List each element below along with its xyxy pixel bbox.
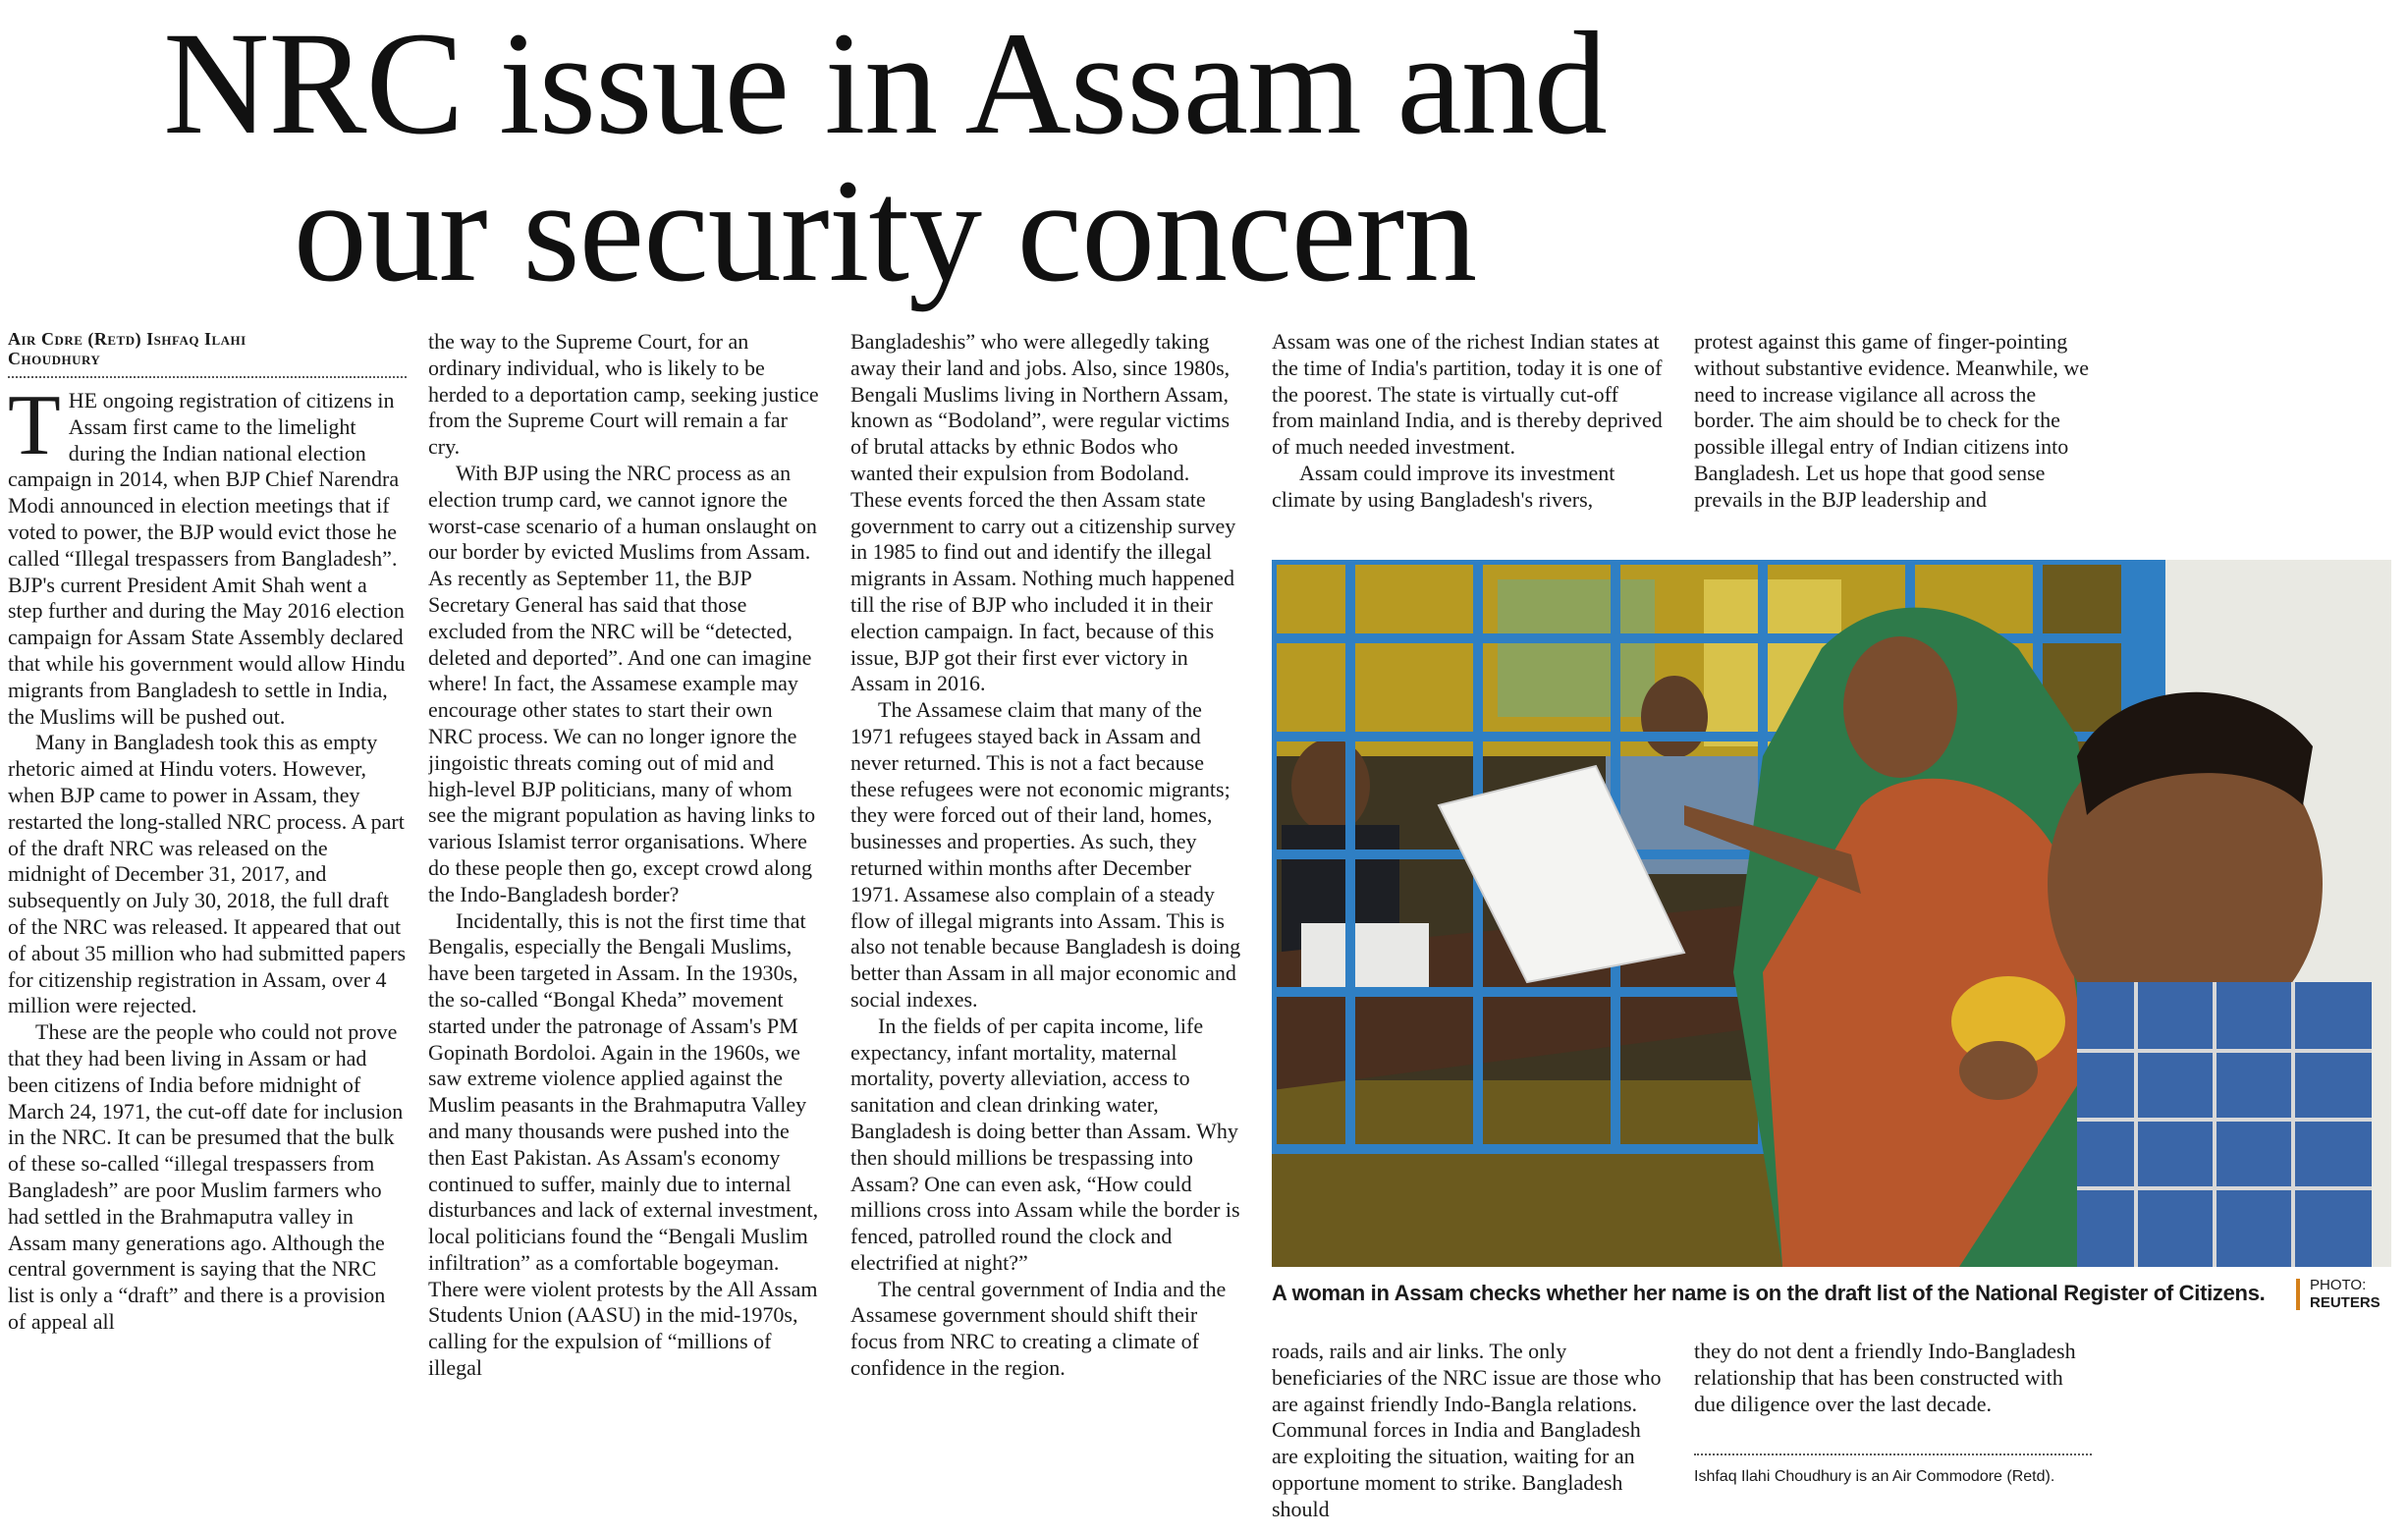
paragraph: These are the people who could not prove that they had been living in Assam or had been citizens of India before midnight of March 24, 1971, the cut-off date for inclusion in the NRC. It can be presumed that the bulk of these so-called “illegal trespassers from Bangladesh” are poor Muslim farmers who had settled in the Brahmaputra valley in Assam many generations ago. Although the central government is saying that the NRC list is only a “draft” and there is a provision of appeal all [8, 1019, 404, 1334]
photo-credit-source: REUTERS [2310, 1294, 2381, 1311]
paragraph: With BJP using the NRC process as an election trump card, we cannot ignore the worst-case scenario of a human onslaught on our border by evicted Muslims from Assam. As recently as September 11, the BJP Secretary General has said that those excluded from the NRC will be “detected, deleted and deported”. And one can imagine where! In fact, the Assamese example may encourage other states to start their own NRC process. We can no longer ignore the jingoistic threats coming out of mid and high-level BJP politicians, many of whom see the migrant population as having links to various Islamist terror organisations. Where do these people then go, except crowd along the Indo-Bangladesh border? [428, 460, 817, 906]
byline [8, 329, 407, 378]
article-column-5-top [1694, 329, 2092, 540]
caption-divider [2296, 1279, 2300, 1310]
photo-caption-text: A woman in Assam checks whether her name is on the draft list of the National Register of Citizens. [1272, 1281, 2266, 1305]
paragraph: protest against this game of finger-pointing without substantive evidence. Meanwhile, we need to increase vigilance all across the border. The aim should be to check for the possible illegal entry of Indian citizens into Bangladesh. Let us hope that good sense prevails in the BJP leadership and [1694, 329, 2090, 512]
paragraph: THE ongoing registration of citizens in Assam first came to the limelight during the Indian national election campaign in 2014, when BJP Chief Narendra Modi announced in election meetings that if voted to power, the BJP would evict those he called “Illegal trespassers from Bangladesh”. BJP's current President Amit Shah went a step further and during the May 2016 election campaign for Assam State Assembly declared that while his government would allow Hindu migrants from Bangladesh to settle in India, the Muslims will be pushed out. [8, 378, 406, 729]
paragraph: Assam could improve its investment climate by using Bangladesh's rivers, [1272, 460, 1615, 512]
paragraph: In the fields of per capita income, life expectancy, infant mortality, maternal mortality, poverty alleviation, access to sanitation and clean drinking water, Bangladesh is doing better than Assam. Why then should millions be trespassing into Assam? One can even ask, “How could millions cross into Assam while the border is fenced, patrolled round the clock and electrified at night?” [850, 1013, 1240, 1275]
headline-line-1: NRC issue in Assam and [163, 2, 1607, 165]
drop-cap: T [8, 378, 61, 473]
paragraph: the way to the Supreme Court, for an ordinary individual, who is likely to be herded to a deportation camp, seeking justice from the Supreme Court will remain a far cry. [428, 329, 819, 460]
paragraph: Incidentally, this is not the first time that Bengalis, especially the Bengali Muslims, have been targeted in Assam. In the 1930s, the so-called “Bongal Kheda” movement started under the patronage of Assam's PM Gopinath Bordoloi. Again in the 1960s, we saw extreme violence applied against the Muslim peasants in the Brahmaputra Valley and many thousands were pushed into the then East Pakistan. As Assam's economy continued to suffer, mainly due to internal disturbances and lack of external investment, local politicians found the “Bengali Muslim infiltration” as a comfortable bogeyman. There were violent protests by the All Assam Students Union (AASU) in the mid-1970s, calling for the expulsion of “millions of illegal [428, 907, 819, 1381]
paragraph: Many in Bangladesh took this as empty rhetoric aimed at Hindu voters. However, when BJP came to power in Assam, they restarted the long-stalled NRC process. A part of the draft NRC was released on the midnight of December 31, 2017, and subsequently on July 30, 2018, the full draft of the NRC was released. It appeared that out of about 35 million who had submitted papers for citizenship registration in Assam, over 4 million were rejected. [8, 730, 407, 1018]
news-photo-illustration [1272, 560, 2391, 1267]
photo-credit-label: PHOTO: [2310, 1277, 2367, 1293]
headline [0, 0, 2408, 312]
article-column-4-bottom [1272, 1339, 1665, 1530]
photo-credit [2310, 1277, 2381, 1312]
paragraph: roads, rails and air links. The only beneficiaries of the NRC issue are those who are against friendly Indo-Bangla relations. Communal forces in India and Bangladesh are exploiting the situation, waiting for an opportune moment to strike. Bangladesh should [1272, 1339, 1662, 1521]
photo-caption [1272, 1275, 2391, 1314]
paragraph: Assam was one of the richest Indian states at the time of India's partition, today it is one of the poorest. The state is virtually cut-off from mainland India, and is thereby deprived of much needed investment. [1272, 329, 1663, 460]
paragraph: The central government of India and the Assamese government should shift their focus from NRC to creating a climate of confidence in the region. [850, 1276, 1227, 1381]
article-column-2 [428, 329, 821, 1532]
author-note: Ishfaq Ilahi Choudhury is an Air Commodore (Retd). [1694, 1454, 2092, 1487]
paragraph: they do not dent a friendly Indo-Bangladesh relationship that has been constructed with due diligence over the last decade. [1694, 1339, 2076, 1416]
byline-name-line1: Ishfaq Ilahi [146, 329, 246, 349]
byline-rank: Air Cdre (Retd) [8, 329, 142, 349]
headline-line-2: our security concern [293, 149, 1477, 312]
article-column-1 [8, 329, 407, 1532]
article-column-5-bottom [1694, 1339, 2092, 1452]
news-photo [1272, 560, 2391, 1267]
paragraph: The Assamese claim that many of the 1971 refugees stayed back in Assam and never returned. This is not a fact because these refugees were not economic migrants; they were forced out of their land, homes, businesses and properties. As such, they returned within months after December 1971. Assamese also complain of a steady flow of illegal migrants into Assam. This is also not tenable because Bangladesh is doing better than Assam in all major economic and social indexes. [850, 697, 1241, 1012]
article-column-4-top [1272, 329, 1665, 540]
byline-name-line2: Choudhury [8, 349, 101, 368]
paragraph: Bangladeshis” who were allegedly taking away their land and jobs. Also, since 1980s, Bengali Muslims living in Northern Assam, known as “Bodoland”, were regular victims of brutal attacks by ethnic Bodos who wanted their expulsion from Bodoland. These events forced the then Assam state government to carry out a citizenship survey in 1985 to find out and identify the illegal migrants in Assam. Nothing much happened till the rise of BJP who included it in their election campaign. In fact, because of this issue, BJP got their first ever victory in Assam in 2016. [850, 329, 1236, 696]
article-column-3 [850, 329, 1243, 1532]
